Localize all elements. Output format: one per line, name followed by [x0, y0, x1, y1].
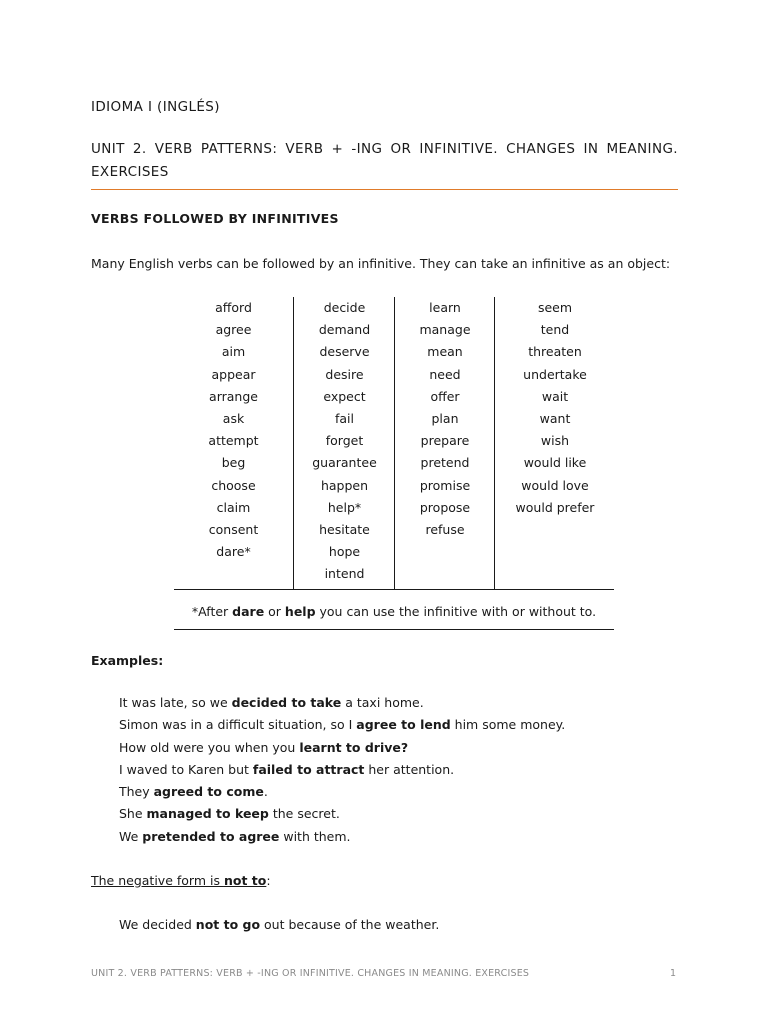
example-verb-pattern: decided to take [231, 695, 342, 710]
negative-example-pre: We decided [119, 917, 196, 932]
verb-item: propose [419, 499, 471, 515]
example-sentence [119, 692, 565, 714]
verb-item: happen [320, 477, 369, 493]
examples-heading: Examples: [91, 653, 164, 668]
verb-item: help* [327, 499, 362, 515]
verb-item: pretend [420, 455, 470, 471]
table-rule-top [174, 589, 614, 590]
section-heading: VERBS FOLLOWED BY INFINITIVES [91, 211, 339, 226]
example-text: We [119, 828, 143, 844]
negative-form-intro: The negative form is [91, 873, 224, 888]
example-text: It was late, so we [119, 695, 232, 710]
verb-item: offer [430, 388, 460, 404]
verb-item: aim [221, 344, 246, 360]
verb-item: expect [323, 388, 366, 404]
page-number: 1 [670, 968, 677, 979]
example-text: Simon was in a difficult situation, so I [119, 717, 357, 733]
example-text: I waved to Karen but [119, 761, 253, 777]
verb-column-2 [293, 297, 395, 589]
example-text: They [119, 784, 154, 800]
verb-item: arrange [209, 388, 258, 404]
course-title: IDIOMA I (INGLÉS) [91, 99, 220, 115]
verb-item: appear [211, 366, 256, 382]
negative-example-bold: not to go [195, 917, 261, 932]
verb-item: beg [221, 455, 246, 471]
example-text: the secret. [268, 806, 340, 822]
negative-example-post: out because of the weather. [260, 917, 440, 932]
example-sentence [119, 759, 565, 781]
verb-item: wish [540, 433, 570, 449]
verb-item: would prefer [515, 499, 595, 515]
verb-item: ask [222, 410, 245, 426]
verb-item: fail [334, 410, 354, 426]
verb-item: hope [328, 544, 361, 560]
verb-item: need [429, 366, 461, 382]
verb-item: agree [215, 322, 252, 338]
verb-item: tend [540, 322, 570, 338]
example-sentence [119, 781, 565, 803]
example-verb-pattern: learnt to drive? [299, 739, 409, 755]
table-note-help: help [284, 604, 316, 619]
examples-list [119, 692, 565, 848]
verb-item: want [539, 410, 571, 426]
verb-item: consent [208, 521, 259, 537]
verb-item: deserve [319, 344, 370, 360]
verb-table [174, 297, 614, 589]
negative-example [119, 914, 439, 936]
verb-item: undertake [523, 366, 587, 382]
verb-item: hesitate [319, 521, 370, 537]
verb-item: would love [521, 477, 589, 493]
title-divider [91, 189, 678, 190]
verb-item: forget [325, 433, 364, 449]
verb-item: refuse [425, 521, 465, 537]
example-verb-pattern: agreed to come [153, 784, 264, 800]
verb-item: wait [541, 388, 569, 404]
table-note-mid: or [264, 604, 285, 619]
verb-item: prepare [420, 433, 470, 449]
verb-item: afford [215, 300, 252, 315]
example-text: her attention. [364, 761, 455, 777]
example-sentence [119, 826, 565, 848]
verb-item: attempt [208, 433, 259, 449]
example-text: him some money. [450, 717, 566, 733]
verb-item: demand [318, 322, 371, 338]
verb-column-1 [174, 297, 293, 589]
negative-form-colon: : [266, 873, 271, 888]
example-text: . [263, 784, 268, 800]
verb-item: claim [216, 499, 251, 515]
example-text: How old were you when you [119, 739, 300, 755]
table-note-before: *After [191, 604, 233, 619]
example-sentence [119, 714, 565, 736]
example-verb-pattern: failed to attract [252, 761, 365, 777]
verb-item: mean [427, 344, 463, 360]
verb-item: desire [325, 366, 364, 382]
example-text: She [119, 806, 147, 822]
example-sentence [119, 803, 565, 825]
verb-item: learn [429, 300, 461, 315]
verb-item: guarantee [312, 455, 377, 471]
example-verb-pattern: managed to keep [146, 806, 269, 822]
verb-item: seem [537, 300, 573, 315]
example-text: with them. [279, 828, 351, 844]
verb-column-4 [494, 297, 615, 589]
unit-title: UNIT 2. VERB PATTERNS: VERB + -ING OR INFINITIVE. CHANGES IN MEANING. EXERCISES [91, 141, 678, 180]
table-rule-bottom [174, 629, 614, 630]
verb-item: dare* [216, 544, 251, 560]
verb-item: choose [211, 477, 256, 493]
verb-column-3 [394, 297, 495, 589]
intro-paragraph: Many English verbs can be followed by an infinitive. They can take an infinitive as an object: [91, 256, 671, 271]
example-verb-pattern: agree to lend [356, 717, 451, 733]
table-note [174, 601, 614, 623]
verb-item: decide [323, 300, 366, 315]
negative-form-keyword: not to [223, 873, 267, 888]
verb-item: promise [419, 477, 471, 493]
verb-item: threaten [528, 344, 582, 360]
table-note-after: you can use the infinitive with or without to. [315, 604, 597, 619]
verb-item: plan [431, 410, 459, 426]
example-verb-pattern: pretended to agree [142, 828, 280, 844]
negative-form-line [91, 870, 271, 892]
verb-item: manage [419, 322, 471, 338]
example-text: a taxi home. [341, 695, 424, 710]
verb-item: intend [324, 566, 365, 582]
example-sentence [119, 737, 565, 759]
footer-text: UNIT 2. VERB PATTERNS: VERB + -ING OR INFINITIVE. CHANGES IN MEANING. EXERCISES [91, 968, 530, 979]
verb-item: would like [523, 455, 587, 471]
table-note-dare: dare [232, 604, 265, 619]
